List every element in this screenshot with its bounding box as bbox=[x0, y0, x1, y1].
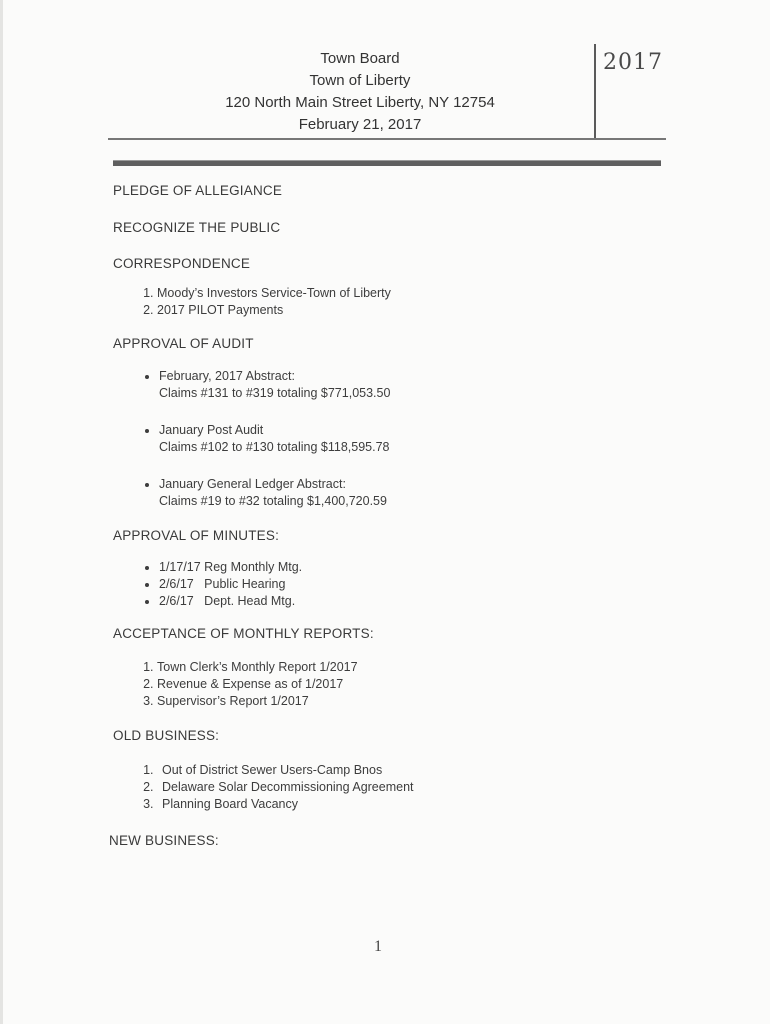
list-item: • 2/6/17 Public Hearing bbox=[159, 576, 673, 593]
correspondence-list bbox=[113, 285, 673, 319]
header-year: 2017 bbox=[603, 50, 663, 75]
section-recognize-public: RECOGNIZE THE PUBLIC bbox=[113, 220, 281, 235]
audit-item-claims: Claims #131 to #319 totaling $771,053.50 bbox=[159, 386, 391, 400]
header-board-name: Town Board bbox=[320, 50, 400, 67]
document-header bbox=[180, 48, 540, 136]
audit-item-title: January Post Audit bbox=[159, 423, 264, 437]
section-new-business: NEW BUSINESS: bbox=[109, 833, 219, 848]
list-item: 2. 2017 PILOT Payments bbox=[157, 302, 673, 319]
header-thick-divider bbox=[113, 160, 661, 166]
list-item: 2. Revenue & Expense as of 1/2017 bbox=[157, 676, 673, 693]
header-meeting-date: February 21, 2017 bbox=[298, 116, 422, 133]
list-item bbox=[159, 368, 673, 402]
section-approval-of-audit: APPROVAL OF AUDIT bbox=[113, 336, 254, 351]
list-item: • 1/17/17 Reg Monthly Mtg. bbox=[159, 559, 673, 576]
list-item bbox=[159, 476, 673, 510]
section-correspondence: CORRESPONDENCE bbox=[113, 256, 251, 271]
audit-item-claims: Claims #102 to #130 totaling $118,595.78 bbox=[159, 440, 390, 454]
header-address: 120 North Main Street Liberty, NY 12754 bbox=[225, 94, 495, 111]
list-item: 1. Moody’s Investors Service-Town of Liberty bbox=[157, 285, 673, 302]
header-town-name: Town of Liberty bbox=[309, 72, 411, 89]
list-item: 1. Out of District Sewer Users-Camp Bnos bbox=[157, 762, 673, 779]
list-item: 3. Planning Board Vacancy bbox=[157, 796, 673, 813]
reports-list bbox=[113, 659, 673, 710]
list-item: • 2/6/17 Dept. Head Mtg. bbox=[159, 593, 673, 610]
audit-item-title: January General Ledger Abstract: bbox=[159, 477, 346, 491]
list-item: 2. Delaware Solar Decommissioning Agreement bbox=[157, 779, 673, 796]
list-item bbox=[159, 422, 673, 456]
old-business-list bbox=[113, 762, 673, 813]
header-vertical-rule bbox=[594, 44, 596, 140]
audit-item-claims: Claims #19 to #32 totaling $1,400,720.59 bbox=[159, 494, 387, 508]
section-pledge: PLEDGE OF ALLEGIANCE bbox=[113, 183, 283, 198]
audit-item-title: February, 2017 Abstract: bbox=[159, 369, 295, 383]
section-monthly-reports: ACCEPTANCE OF MONTHLY REPORTS: bbox=[113, 626, 374, 641]
list-item: 1. Town Clerk’s Monthly Report 1/2017 bbox=[157, 659, 673, 676]
page-number: 1 bbox=[374, 938, 382, 955]
header-divider bbox=[108, 138, 666, 140]
agenda-body bbox=[109, 183, 673, 848]
audit-list bbox=[113, 368, 673, 510]
list-item: 3. Supervisor’s Report 1/2017 bbox=[157, 693, 673, 710]
scan-edge bbox=[0, 0, 3, 1024]
section-old-business: OLD BUSINESS: bbox=[113, 728, 220, 743]
minutes-list bbox=[113, 559, 673, 610]
section-approval-of-minutes: APPROVAL OF MINUTES: bbox=[113, 528, 280, 543]
